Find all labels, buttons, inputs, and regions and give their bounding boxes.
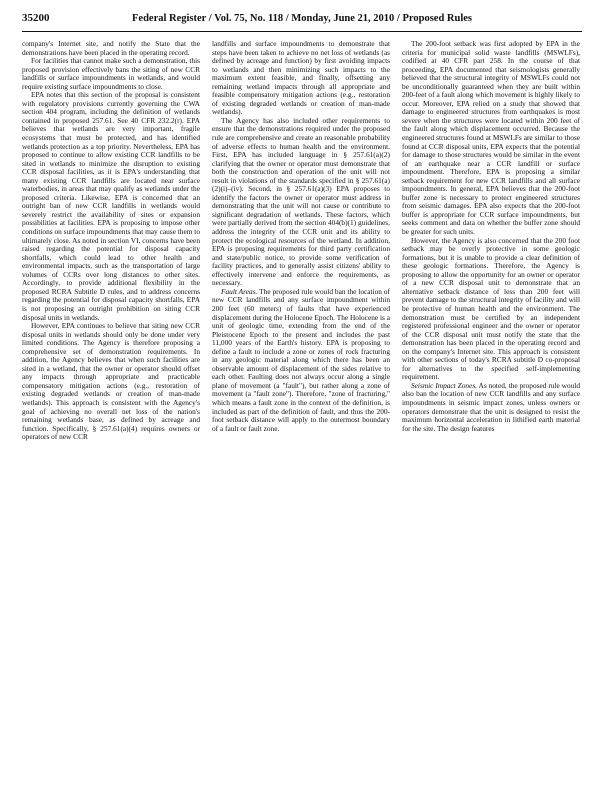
page-header — [22, 12, 582, 28]
paragraph — [402, 40, 580, 237]
paragraph-text: As noted, the proposed rule would also ban the location of new CCR landfills and any surface impoundments in seismic impact zones, unless owners or operators demonstrate that the unit is designed to resist the maximum horizontal acceleration in lithified earth material for the site. The design features — [402, 380, 580, 433]
paragraph — [402, 382, 580, 433]
paragraph-heading: Fault Areas. — [221, 286, 258, 296]
paragraph — [212, 117, 390, 288]
paragraph-text: landfills and surface impoundments to demonstrate that steps have been taken to achieve no net loss of wetlands (as defined by acreage and function) by first avoiding impacts to wetlands and then minimizing such impacts to the maximum extent feasible, and finally, offsetting any remaining wetland impacts through all appropriate and feasible compensatory mitigation actions (e.g., restoration of existing degraded wetlands or creation of man-made wetlands). — [212, 39, 390, 117]
paragraph-text: The 200-foot setback was first adopted by EPA in the criteria for municipal solid waste landfills (MSWLFs), codified at 40 CFR part 258. In the course of that proceeding, EPA documented that seismologists generally believed that the structural integrity of MSWLFs could not be unconditionally guaranteed when they are built within 200-feet of a fault along which movement is highly likely to occur. Moreover, EPA relied on a study that showed that damage to engineered structures from earthquakes is most severe when the structures were located within 200 feet of the fault along which displacement occurred. Because the engineered structures found at MSWLFs are similar to those found at CCR disposal units, EPA expects that the potential for damage to those structures would be similar in the event of an earthquake near a CCR landfill or surface impoundment. Therefore, EPA is proposing a similar setback requirement for new CCR landfills and all surface impoundments. In general, EPA believes that the 200-foot buffer zone is necessary to protect engineered structures from seismic damages. EPA also expects that the 200-foot buffer is appropriate for CCR surface impoundments, but seeks comment and data on whether the buffer zone should be greater for such units. — [402, 39, 580, 237]
running-header-title: Federal Register / Vol. 75, No. 118 / Monday, June 21, 2010 / Proposed Rules — [132, 13, 472, 24]
page-number: 35200 — [22, 12, 50, 24]
paragraph-text: For facilities that cannot make such a demonstration, this proposed provision effectively bans the siting of new CCR landfills or surface impoundments in wetlands, and would require existing surface impoundments to close. — [22, 56, 200, 91]
column-left — [22, 40, 200, 442]
paragraph — [212, 40, 390, 117]
paragraph-text: EPA notes that this section of the proposal is consistent with regulatory provisions currently governing the CWA section 404 program, including the definition of wetlands contained in proposed 257.61. See 40 CFR 232.2(r). EPA believes that wetlands are very important, fragile ecosystems that must be protected, and has identified wetlands protection as a top priority. Nevertheless, EPA has proposed to continue to allow existing CCR landfills to be sited in wetlands to minimize the disruption to existing CCR disposal facilities, as it is EPA's understanding that many existing CCR landfills are located near surface waterbodies, in areas that may qualify as wetlands under the proposed criteria. Likewise, EPA is concerned that an outright ban of new CCR landfills in wetlands would severely restrict the availability of sites or expansion possibilities at facilities. EPA is proposing to impose other conditions on surface impoundments that may cause them to ultimately close. As noted in section VI, concerns have been raised regarding the potential for disposal capacity shortfalls, which could lead to other health and environmental impacts, such as the transportation of large volumes of CCRs over long distances to other sites. Accordingly, to provide additional flexibility in the proposed RCRA Subtitle D rules, and to address concerns regarding the potential for disposal capacity shortfalls, EPA is not proposing an outright prohibition on siting CCR disposal units in wetlands. — [22, 90, 200, 322]
paragraph — [402, 237, 580, 382]
column-right — [402, 40, 580, 442]
paragraph-text: However, EPA continues to believe that siting new CCR disposal units in wetlands should only be done under very limited conditions. The Agency is therefore proposing a comprehensive set of demonstration requirements. In addition, the Agency believes that when such facilities are sited in a wetland, that the owner or operator should offset any impacts through appropriate and practicable compensatory mitigation actions (e.g., restoration of existing degraded wetlands or creation of man-made wetlands). This approach is consistent with the Agency's goal of achieving no overall net loss of the nation's remaining wetlands base, as defined by acreage and function. Specifically, § 257.61(a)(4) requires owners or operators of new CCR — [22, 321, 200, 442]
paragraph — [22, 322, 200, 442]
header-rule — [22, 31, 582, 32]
paragraph-text: company's Internet site, and notify the State that the demonstrations have been placed in the operating record. — [22, 39, 200, 57]
paragraph — [212, 288, 390, 433]
column-middle — [212, 40, 390, 442]
paragraph — [22, 91, 200, 322]
paragraph-text: The proposed rule would ban the location of new CCR landfills and any surface impoundment within 200 feet (60 meters) of faults that have experienced displacement during the Holocene Epoch. The Holocene is a unit of geologic time, extending from the end of the Pleistocene Epoch to the present and includes the past 11,000 years of the Earth's history. EPA is proposing to define a fault to include a zone or zones of rock fracturing in any geologic material along which there has been an observable amount of displacement of the sides relative to each other. Faulting does not always occur along a single plane of movement (a "fault"), but rather along a zone of movement (a "fault zone"). Therefore, "zone of fracturing," which means a fault zone in the context of the definition, is included as part of the definition of fault, and thus the 200-foot setback distance will apply to the outermost boundary of a fault or fault zone. — [212, 286, 390, 433]
paragraph-heading: Seismic Impact Zones. — [411, 380, 478, 390]
paragraph — [22, 40, 200, 57]
paragraph-text: The Agency has also included other requirements to ensure that the demonstrations required under the proposed rule are comprehensive and create an reasonable probability of adverse effects to human health and the environment. First, EPA has included language in § 257.61(a)(2) clarifying that the owner or operator must demonstrate that both the construction and operation of the unit will not result in violations of the standards specified in § 257.61(a)(2)(i)–(iv). Second, in § 257.61(a)(3) EPA proposes to identify the factors the owner or operator must address in demonstrating that the unit will not cause or contribute to significant degradation of wetlands. These factors, which were partially derived from the section 404(b)(1) guidelines, address the integrity of the CCR unit and its ability to protect the ecological resources of the wetland. In addition, EPA is proposing requirements for third party certification and state/public notice, to provide some verification of facility practices, and to generally assist citizens' ability to effectively intervene and enforce the requirements, as necessary. — [212, 115, 390, 288]
paragraph — [22, 57, 200, 91]
text-columns — [22, 40, 582, 442]
paragraph-text: However, the Agency is also concerned that the 200 foot setback may be overly protective in some geologic formations, but it is unable to provide a clear definition of these geologic formations. Therefore, the Agency is proposing to allow the opportunity for an owner or operator of a new CCR disposal unit to demonstrate that an alternative setback distance of less than 200 feet will prevent damage to the structural integrity of facility and will be protective of human health and the environment. The demonstration must be certified by an independent registered professional engineer and the owner or operator of the CCR disposal unit must notify the state that the demonstration has been placed in the operating record and on the company's Internet site. This approach is consistent with other sections of today's RCRA subtitle D co-proposal for alternatives to the specified self-implementing requirement. — [402, 235, 580, 382]
